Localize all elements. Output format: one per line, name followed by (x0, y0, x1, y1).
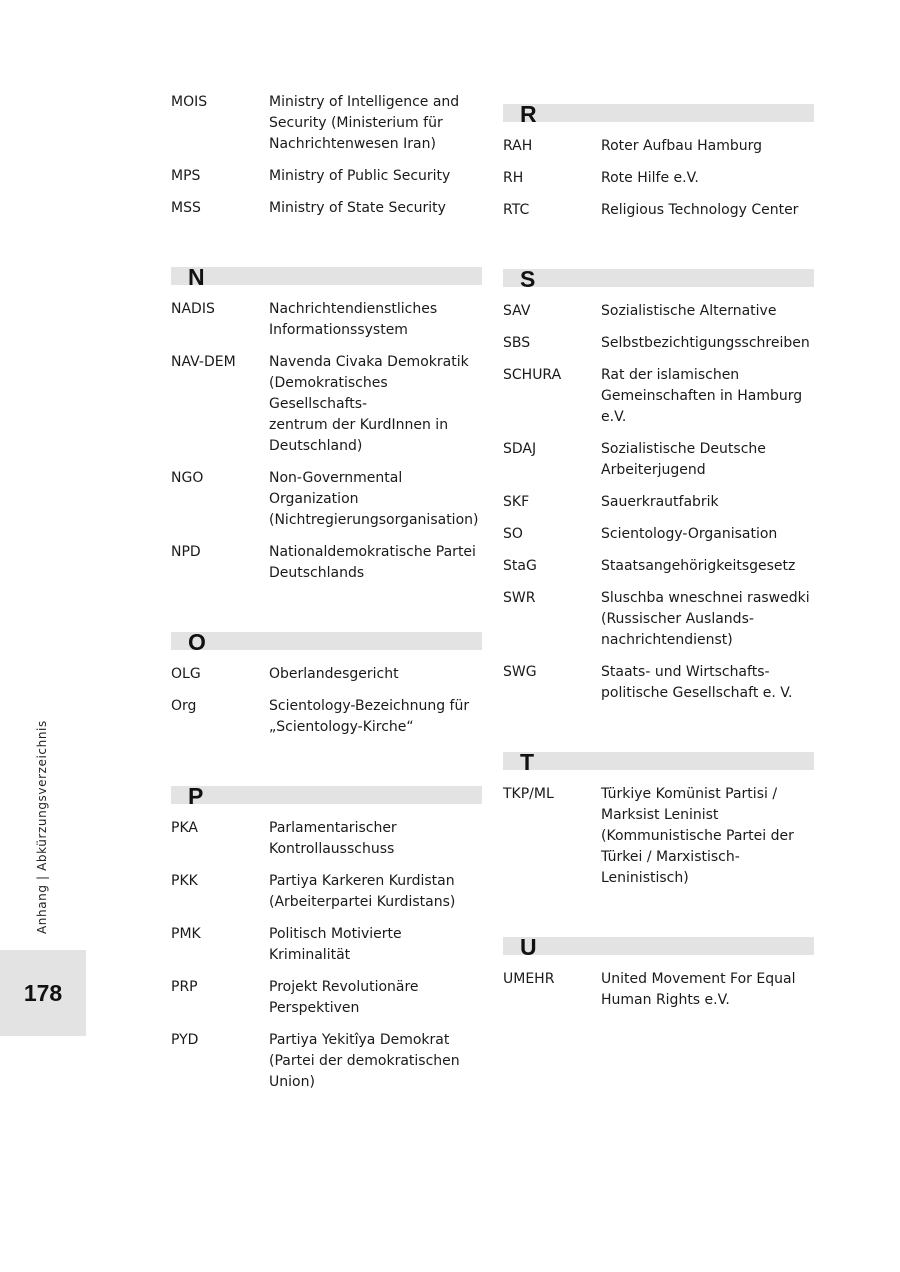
abbreviation-entry (171, 166, 482, 187)
definition: Sozialistische Deutsche Arbeiterjugend (601, 441, 766, 478)
abbreviation: SKF (503, 494, 530, 510)
abbreviation-entry (171, 818, 482, 860)
abbreviation: NGO (171, 470, 204, 486)
definition: Projekt Revolutionäre Perspektiven (269, 979, 419, 1016)
abbreviation-entry (503, 588, 814, 651)
abbreviation-entry (503, 784, 814, 889)
left-column (171, 92, 482, 1104)
definition: Oberlandesgericht (269, 666, 399, 682)
section-letter: O (188, 629, 206, 655)
abbreviation-entry (503, 969, 814, 1011)
definition: Ministry of State Security (269, 200, 446, 216)
section-letter: P (188, 783, 204, 809)
abbreviation-entry (171, 871, 482, 913)
abbreviation: MSS (171, 200, 201, 216)
abbreviation: PKA (171, 820, 198, 836)
abbreviation: RTC (503, 202, 530, 218)
abbreviation-entry (503, 301, 814, 322)
abbreviation-entry (171, 664, 482, 685)
page-number: 178 (23, 979, 63, 1006)
abbreviation: SCHURA (503, 367, 562, 383)
section-header-u (503, 934, 814, 960)
abbreviation-entry (171, 924, 482, 966)
definition: Selbstbezichtigungsschreiben (601, 335, 810, 351)
abbreviation-entry (503, 662, 814, 704)
abbreviation: SAV (503, 303, 531, 319)
definition: Partiya Yekitîya Demokrat (Partei der demokratischen Union) (269, 1032, 460, 1090)
definition: Staatsangehörigkeitsgesetz (601, 558, 796, 574)
section-header-r (503, 101, 814, 127)
section-letter: T (520, 749, 535, 775)
abbreviation: SDAJ (503, 441, 537, 457)
right-column (503, 92, 814, 1022)
abbreviation: UMEHR (503, 971, 555, 987)
definition: Türkiye Komünist Partisi / Marksist Leninist (Kommunistische Partei der Türkei / Marxistisch-Leninistisch) (601, 786, 794, 886)
abbreviation-entry (171, 542, 482, 584)
abbreviation-entry (503, 556, 814, 577)
abbreviation-entry (171, 1030, 482, 1093)
abbreviation: SO (503, 526, 523, 542)
definition: Ministry of Intelligence and Security (Ministerium für Nachrichtenwesen Iran) (269, 94, 460, 152)
abbreviation: PRP (171, 979, 198, 995)
abbreviation-entry (171, 468, 482, 531)
definition: Scientology-Bezeichnung für „Scientology-Kirche“ (269, 698, 470, 735)
abbreviation: TKP/ML (503, 786, 554, 802)
definition: Sauerkrautfabrik (601, 494, 719, 510)
section-letter: U (520, 934, 537, 960)
definition: Scientology-Organisation (601, 526, 778, 542)
abbreviation: RAH (503, 138, 533, 154)
section-letter: R (520, 101, 537, 127)
definition: Staats- und Wirtschafts- politische Gesellschaft e. V. (601, 664, 793, 701)
abbreviation-entry (503, 439, 814, 481)
abbreviation-entry (503, 492, 814, 513)
abbreviation: MPS (171, 168, 201, 184)
abbreviation-entry (171, 977, 482, 1019)
page-number-box (0, 950, 86, 1036)
abbreviation-entry (171, 198, 482, 219)
abbreviation: PKK (171, 873, 198, 889)
abbreviation: SBS (503, 335, 531, 351)
definition: Ministry of Public Security (269, 168, 451, 184)
definition: Nationaldemokratische Partei Deutschlands (269, 544, 476, 581)
section-header-o (171, 629, 482, 655)
abbreviation: PYD (171, 1032, 199, 1048)
abbreviation: MOIS (171, 94, 208, 110)
section-header-t (503, 749, 814, 775)
definition: Sluschba wneschnei raswedki (Russischer Auslands- nachrichtendienst) (601, 590, 810, 648)
abbreviation: NPD (171, 544, 201, 560)
abbreviation-entry (171, 299, 482, 341)
section-header-n (171, 264, 482, 290)
abbreviation-entry (171, 696, 482, 738)
definition: Navenda Civaka Demokratik (Demokratisches Gesellschafts- zentrum der KurdInnen in Deutschland) (269, 354, 469, 454)
definition: United Movement For Equal Human Rights e.V. (601, 971, 796, 1008)
definition: Rat der islamischen Gemeinschaften in Hamburg e.V. (601, 367, 803, 425)
section-letter: S (520, 266, 536, 292)
abbreviation: NAV-DEM (171, 354, 236, 370)
definition: Sozialistische Alternative (601, 303, 777, 319)
abbreviation-entry (171, 352, 482, 457)
abbreviation: SWG (503, 664, 537, 680)
definition: Parlamentarischer Kontrollausschuss (269, 820, 397, 857)
abbreviation: Org (171, 698, 197, 714)
abbreviation-entry (503, 333, 814, 354)
abbreviation: RH (503, 170, 524, 186)
abbreviation-entry (503, 136, 814, 157)
abbreviation: SWR (503, 590, 536, 606)
definition: Religious Technology Center (601, 202, 799, 218)
section-letter: N (188, 264, 205, 290)
abbreviation: PMK (171, 926, 201, 942)
abbreviation-entry (171, 92, 482, 155)
running-header-text: Anhang | Abkürzungsverzeichnis (35, 720, 49, 934)
definition: Rote Hilfe e.V. (601, 170, 699, 186)
definition: Politisch Motivierte Kriminalität (269, 926, 402, 963)
definition: Non-Governmental Organization (Nichtregierungsorganisation) (269, 470, 479, 528)
abbreviation-entry (503, 200, 814, 221)
section-header-p (171, 783, 482, 809)
abbreviation: StaG (503, 558, 537, 574)
definition: Roter Aufbau Hamburg (601, 138, 763, 154)
definition: Nachrichtendienstliches Informationssystem (269, 301, 438, 338)
abbreviation: NADIS (171, 301, 215, 317)
abbreviation-entry (503, 365, 814, 428)
abbreviation-entry (503, 524, 814, 545)
abbreviation-entry (503, 168, 814, 189)
running-header-vertical (33, 716, 53, 936)
section-header-s (503, 266, 814, 292)
definition: Partiya Karkeren Kurdistan (Arbeiterpartei Kurdistans) (269, 873, 456, 910)
abbreviation: OLG (171, 666, 201, 682)
